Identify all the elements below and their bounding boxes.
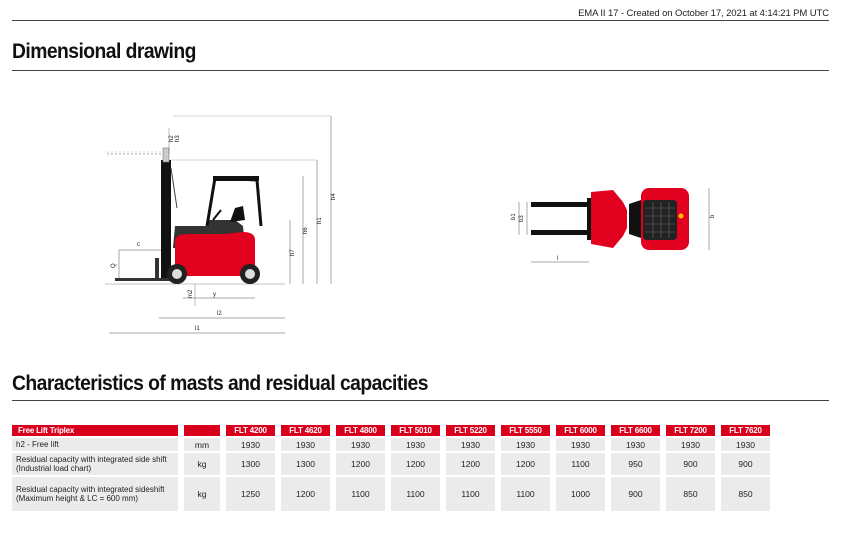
table-cell: 1100: [501, 477, 550, 511]
top-divider: [12, 20, 829, 21]
section-title-characteristics: Characteristics of masts and residual capacities: [12, 372, 428, 395]
model-header: FLT 5550: [501, 425, 550, 436]
section-divider: [12, 70, 829, 71]
row-unit: kg: [184, 477, 220, 511]
model-header: FLT 7200: [666, 425, 715, 436]
label-h1: h1: [317, 217, 323, 224]
table-cell: 1100: [556, 453, 605, 475]
mast-capacity-table: [6, 423, 776, 513]
document-footer-note: EMA II 17 - Created on October 17, 2021 at 4:14:21 PM UTC: [578, 8, 829, 19]
table-cell: 1200: [501, 453, 550, 475]
table-cell: 1930: [721, 438, 770, 451]
model-header: FLT 6600: [611, 425, 660, 436]
table-cell: 1200: [281, 477, 330, 511]
label-b: b: [710, 214, 716, 218]
table-cell: 850: [666, 477, 715, 511]
section-divider: [12, 400, 829, 401]
table-cell: 1930: [611, 438, 660, 451]
label-h6: h6: [303, 227, 309, 234]
row-unit: kg: [184, 453, 220, 475]
label-h4: h4: [331, 193, 337, 200]
table-cell: 900: [611, 477, 660, 511]
label-b1: b1: [511, 213, 517, 220]
label-Q: Q: [111, 263, 117, 268]
label-c: c: [137, 242, 140, 248]
table-cell: 1930: [281, 438, 330, 451]
model-header: FLT 4200: [226, 425, 275, 436]
table-cell: 1200: [446, 453, 495, 475]
row-unit: mm: [184, 438, 220, 451]
table-cell: 1300: [281, 453, 330, 475]
row-label: Residual capacity with integrated sideshift (Maximum height & LC = 600 mm): [12, 477, 178, 511]
table-cell: 1930: [666, 438, 715, 451]
model-header: FLT 5010: [391, 425, 440, 436]
label-l: l: [557, 256, 559, 262]
row-label: Residual capacity with integrated side shift (Industrial load chart): [12, 453, 178, 475]
table-row: [12, 438, 770, 451]
table-cell: 1930: [446, 438, 495, 451]
model-header: FLT 4620: [281, 425, 330, 436]
table-cell: 1100: [391, 477, 440, 511]
table-cell: 1930: [226, 438, 275, 451]
table-cell: 1100: [446, 477, 495, 511]
forklift-side-view-drawing: [95, 108, 345, 338]
table-cell: 1930: [336, 438, 385, 451]
table-cell: 1930: [391, 438, 440, 451]
label-y: y: [213, 292, 216, 298]
model-header: FLT 4800: [336, 425, 385, 436]
label-m2: m2: [188, 289, 194, 298]
table-header-unit: [184, 425, 220, 436]
table-cell: 1200: [336, 453, 385, 475]
model-header: FLT 5220: [446, 425, 495, 436]
label-h7: h7: [290, 249, 296, 256]
table-cell: 1930: [556, 438, 605, 451]
table-header-label: Free Lift Triplex: [12, 425, 178, 436]
label-l1: l1: [195, 326, 200, 332]
table-header-row: [12, 425, 770, 436]
table-row: [12, 453, 770, 475]
table-cell: 900: [666, 453, 715, 475]
table-cell: 900: [721, 453, 770, 475]
label-h3: h3: [175, 135, 181, 142]
section-title-dimensional-drawing: Dimensional drawing: [12, 40, 196, 63]
label-b3: b3: [519, 215, 525, 222]
table-row: [12, 477, 770, 511]
forklift-top-view-drawing: [495, 180, 735, 280]
table-cell: 1930: [501, 438, 550, 451]
label-l2: l2: [217, 311, 222, 317]
table-cell: 1250: [226, 477, 275, 511]
row-label: h2 - Free lift: [12, 438, 178, 451]
table-cell: 850: [721, 477, 770, 511]
table-cell: 950: [611, 453, 660, 475]
table-cell: 1300: [226, 453, 275, 475]
table-cell: 1000: [556, 477, 605, 511]
label-h2: h2: [169, 135, 175, 142]
model-header: FLT 6000: [556, 425, 605, 436]
table-cell: 1100: [336, 477, 385, 511]
model-header: FLT 7620: [721, 425, 770, 436]
table-cell: 1200: [391, 453, 440, 475]
